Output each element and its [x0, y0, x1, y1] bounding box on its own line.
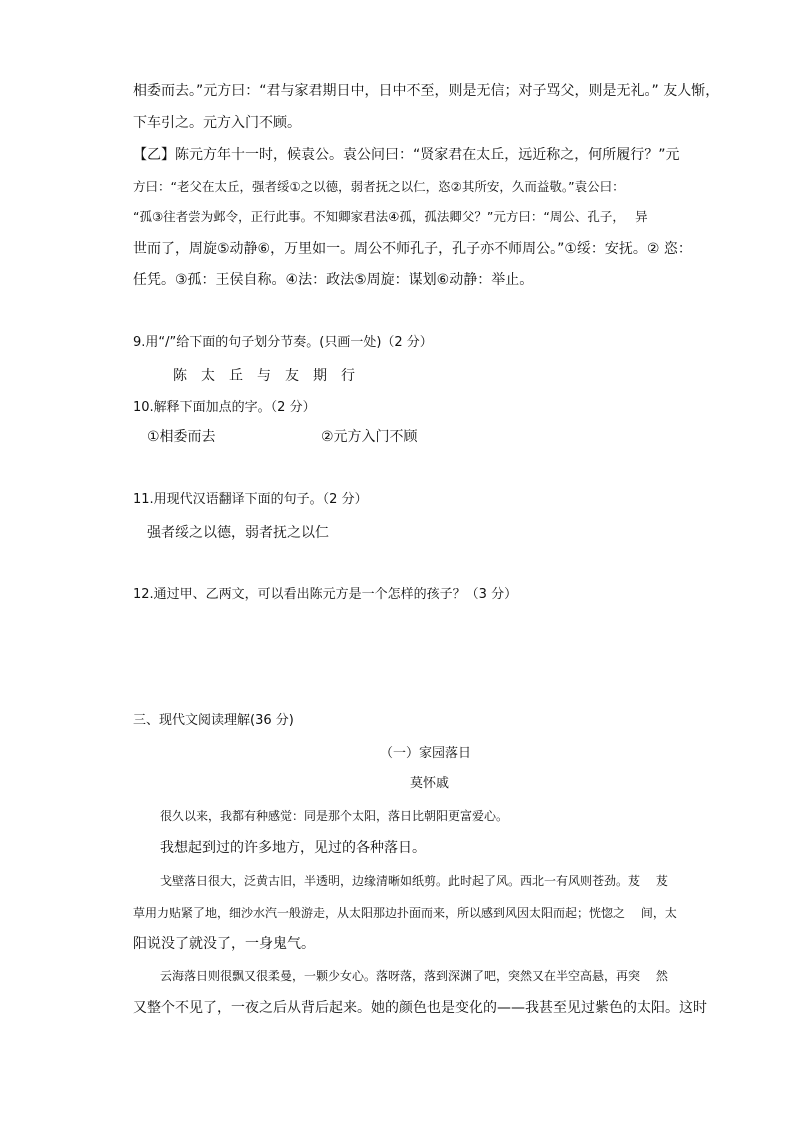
question-11: 11.用现代汉语翻译下面的句子。（2 分）	[133, 492, 368, 507]
paragraph-3-line-3: 阳说没了就没了，一身鬼气。	[133, 936, 315, 952]
passage-b-line-4: 世而了，周旋⑤动静⑥，万里如一。周公不师孔子，孔子亦不师周公。”①绥：安抚。② 恣：	[133, 241, 692, 257]
paragraph-3-line-1: 戈壁落日很大，泛黄古旧，半透明，边缘清晰如纸剪。此时起了风。西北一有风则苍劲。芨 芨	[160, 874, 668, 888]
paragraph-3-line-2: 草用力贴紧了地，细沙水汽一般游走，从太阳那边扑面而来，所以感到风因太阳而起；恍惚之 间，太	[133, 906, 677, 920]
question-10-item-1: ①相委而去	[147, 429, 216, 445]
passage-b-line-2: 方曰：“老父在太丘，强者绥①之以德，弱者抚之以仁，恣②其所安，久而益敬。”袁公曰：	[133, 179, 625, 194]
passage-b-line-5: 任凭。③孤：王侯自称。④法：政法⑤周旋：谋划⑥动静：举止。	[133, 272, 534, 288]
passage-b-line-3: “孤③往者尝为邺令，正行此事。不知卿家君法④孤，孤法卿父？”元方曰：“周公、孔子， 异	[133, 209, 648, 224]
paragraph-1: 很久以来，我都有种感觉：同是那个太阳，落日比朝阳更富爱心。	[160, 809, 509, 823]
paragraph-4-line-2: 又整个不见了，一夜之后从背后起来。她的颜色也是变化的——我甚至见过紫色的太阳。这时	[133, 1000, 707, 1016]
question-9-sentence: 陈 太 丘 与 友 期 行	[173, 368, 355, 384]
article-title: （一）家园落日	[380, 746, 472, 761]
passage-b-line-1: 【乙】陈元方年十一时，候袁公。袁公问曰：“贤家君在太丘，远近称之，何所履行？”元	[133, 147, 680, 163]
question-10-item-2: ②元方入门不顾	[321, 429, 418, 445]
article-author: 莫怀戚	[410, 776, 450, 791]
passage-a-line-1: 相委而去。”元方曰：“君与家君期日中，日中不至，则是无信；对子骂父，则是无礼。” 友人惭，	[133, 83, 720, 99]
question-11-sentence: 强者绥之以德，弱者抚之以仁	[147, 525, 329, 541]
paragraph-2: 我想起到过的许多地方，见过的各种落日。	[160, 840, 426, 856]
paragraph-4-line-1: 云海落日则很飘又很柔曼，一颗少女心。落呀落，落到深渊了吧，突然又在半空高悬，再突 然	[160, 969, 668, 983]
section-3-heading: 三、现代文阅读理解(36 分)	[133, 713, 294, 728]
passage-a-line-2: 下车引之。元方入门不顾。	[133, 115, 301, 131]
question-12: 12.通过甲、乙两文，可以看出陈元方是一个怎样的孩子？（3 分）	[133, 587, 518, 602]
question-9: 9.用“/”给下面的句子划分节奏。(只画一处)（2 分）	[133, 335, 433, 350]
question-10: 10.解释下面加点的字。（2 分）	[133, 400, 316, 415]
